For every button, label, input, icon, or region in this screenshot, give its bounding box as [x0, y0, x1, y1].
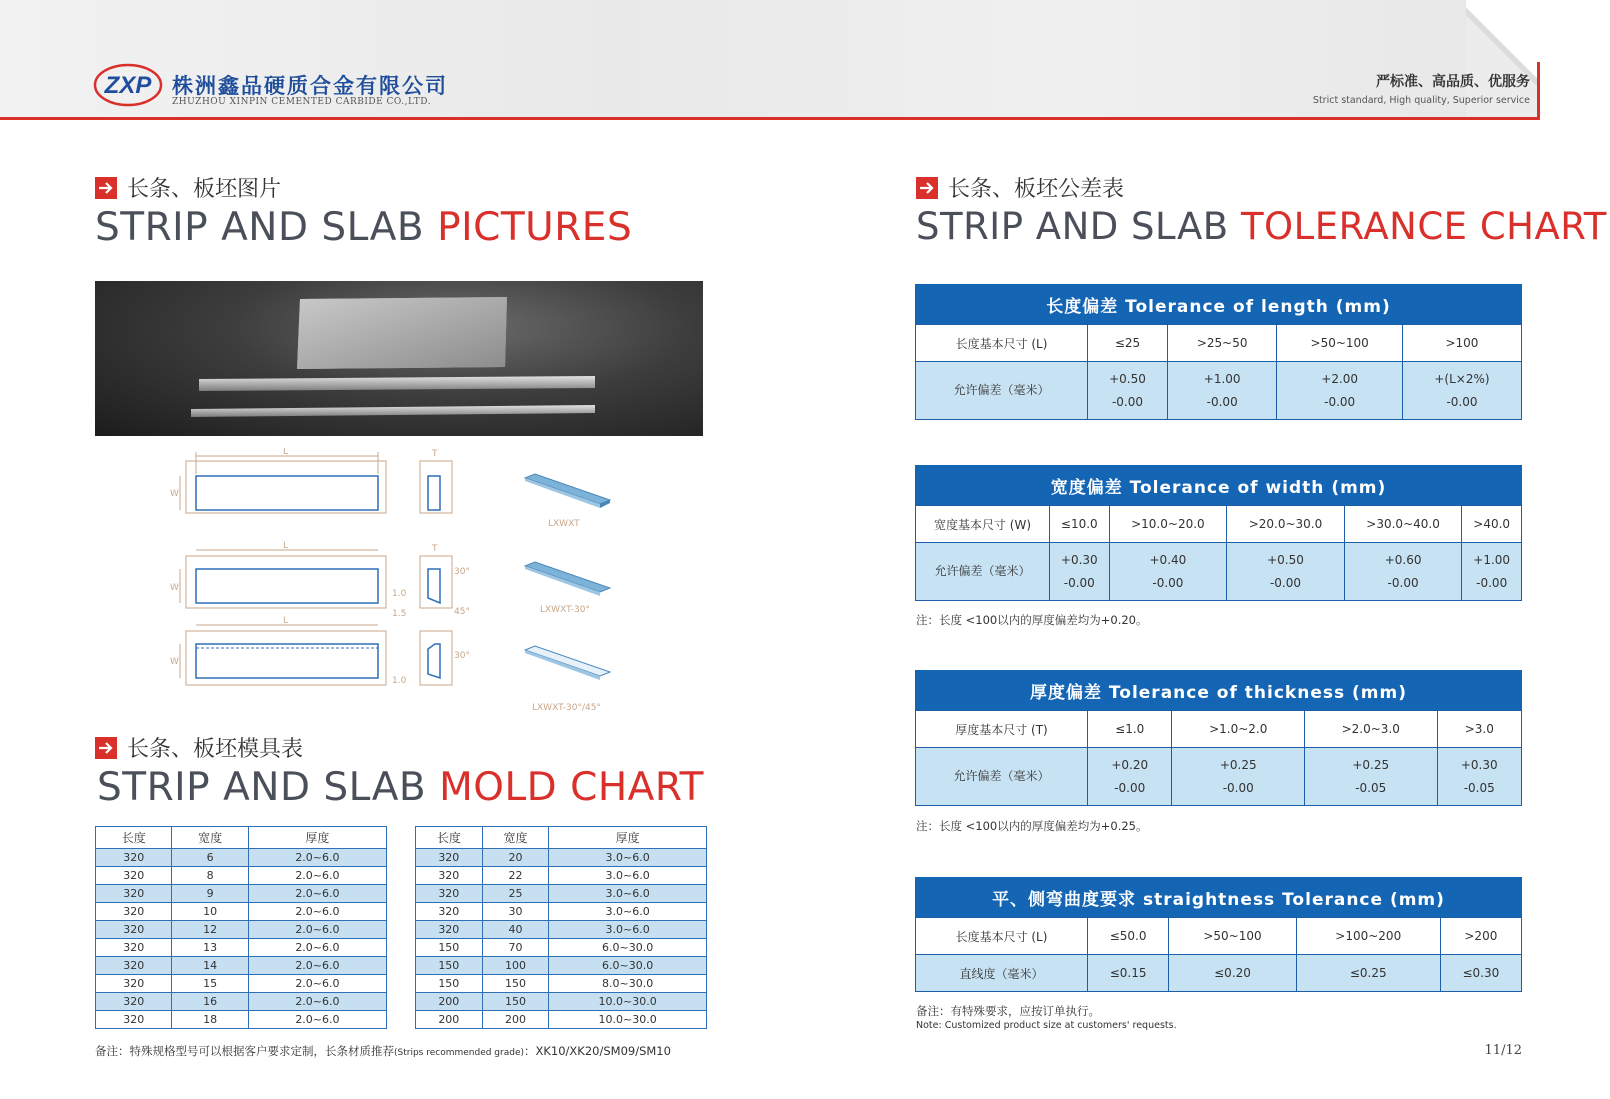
- dim-angle-45: 45°: [454, 607, 470, 617]
- table-cell: 320: [96, 867, 172, 885]
- col-length: 长度: [96, 827, 172, 849]
- table-cell: 8.0~30.0: [549, 975, 707, 993]
- straightness-note-en: Note: Customized product size at customers' requests.: [916, 1020, 1177, 1031]
- section-label: 长条、板坯模具表: [127, 737, 304, 762]
- slogan-en: Strict standard, High quality, Superior service: [1312, 95, 1530, 106]
- dim-W-2: W: [170, 583, 179, 593]
- table-row: [96, 939, 387, 957]
- table-cell: 6.0~30.0: [549, 957, 707, 975]
- table-cell: 320: [96, 1011, 172, 1029]
- table-row: [416, 975, 707, 993]
- table-cell: 320: [96, 921, 172, 939]
- caption-2: LXWXT-30°: [540, 605, 590, 615]
- arrow-icon: [916, 177, 938, 199]
- table-cell: 2.0~6.0: [248, 921, 386, 939]
- table-row: [416, 993, 707, 1011]
- table-cell: 2.0~6.0: [248, 885, 386, 903]
- table-cell: 150: [416, 957, 483, 975]
- dim-T-2: T: [432, 544, 438, 554]
- section-label: 长条、板坯图片: [127, 177, 282, 202]
- table-cell: 320: [416, 867, 483, 885]
- caption-1: LXWXT: [548, 519, 580, 529]
- table-cell: 320: [416, 921, 483, 939]
- table-cell: 2.0~6.0: [248, 957, 386, 975]
- dim-1-5: 1.5: [392, 609, 407, 619]
- table-cell: 6.0~30.0: [549, 939, 707, 957]
- table-row: [96, 903, 387, 921]
- table-row: [96, 975, 387, 993]
- table-cell: 320: [96, 903, 172, 921]
- table-cell: 2.0~6.0: [248, 1011, 386, 1029]
- table-cell: 100: [482, 957, 549, 975]
- col-thickness: 厚度: [248, 827, 386, 849]
- dim-L-2: L: [283, 541, 289, 551]
- table-cell: 3.0~6.0: [549, 849, 707, 867]
- table-cell: 8: [172, 867, 248, 885]
- section-title-pictures-cn: [95, 172, 281, 203]
- section-title-mold-cn: [95, 732, 303, 763]
- table-cell: 320: [416, 885, 483, 903]
- table-cell: 14: [172, 957, 248, 975]
- table-row: [416, 849, 707, 867]
- dim-W-3: W: [170, 657, 179, 667]
- table-cell: 3.0~6.0: [549, 921, 707, 939]
- col-thickness: 厚度: [549, 827, 707, 849]
- table-cell: 320: [96, 939, 172, 957]
- table-row: [416, 939, 707, 957]
- table-row: [416, 957, 707, 975]
- section-title-pictures-en: STRIP AND SLAB PICTURES: [95, 205, 633, 250]
- table-row: [416, 885, 707, 903]
- table-title: 平、侧弯曲度要求 straightness Tolerance (mm): [915, 877, 1522, 917]
- straightness-note-cn: 备注：有特殊要求，应按订单执行。: [916, 1004, 1100, 1018]
- table-cell: 320: [96, 993, 172, 1011]
- table-title: 宽度偏差 Tolerance of width (mm): [915, 465, 1522, 505]
- company-name-cn: 株洲鑫品硬质合金有限公司: [172, 74, 448, 98]
- table-row: [96, 921, 387, 939]
- tolerance-thickness-table: 厚度偏差 Tolerance of thickness (mm) 厚度基本尺寸 (T) ≤1.0 >1.0~2.0 >2.0~3.0 >3.0 允许偏差（毫米） +0.20 -0.00 +0.25 -0.00 +0.25 -0.05 +0.30 -0.05: [915, 670, 1522, 806]
- table-cell: 320: [416, 849, 483, 867]
- section-title-mold-en: STRIP AND SLAB MOLD CHART: [97, 765, 704, 810]
- mold-note: 备注：特殊规格型号可以根据客户要求定制，长条材质推荐(Strips recommended grade)：XK10/XK20/SM09/SM10: [95, 1044, 671, 1058]
- table-cell: 320: [96, 975, 172, 993]
- caption-3: LXWXT-30°/45°: [532, 703, 601, 713]
- table-cell: 70: [482, 939, 549, 957]
- dim-L-1: L: [283, 448, 289, 457]
- table-cell: 150: [482, 975, 549, 993]
- table-cell: 18: [172, 1011, 248, 1029]
- table-cell: 320: [96, 957, 172, 975]
- company-logo-icon: [93, 62, 163, 108]
- table-cell: 30: [482, 903, 549, 921]
- table-cell: 2.0~6.0: [248, 903, 386, 921]
- section-title-tolerance-cn: [916, 172, 1124, 203]
- table-cell: 6: [172, 849, 248, 867]
- table-row: [416, 867, 707, 885]
- table-cell: 22: [482, 867, 549, 885]
- thickness-note: 注：长度 <100以内的厚度偏差均为+0.25。: [916, 819, 1148, 833]
- table-cell: 2.0~6.0: [248, 975, 386, 993]
- header-divider-vertical: [1537, 62, 1540, 120]
- mold-table-right: [415, 826, 707, 1029]
- col-width: 宽度: [482, 827, 549, 849]
- table-cell: 10.0~30.0: [549, 1011, 707, 1029]
- table-cell: 200: [416, 1011, 483, 1029]
- table-cell: 20: [482, 849, 549, 867]
- table-cell: 9: [172, 885, 248, 903]
- section-label: 长条、板坯公差表: [948, 177, 1125, 202]
- table-row: [96, 867, 387, 885]
- table-cell: 150: [482, 993, 549, 1011]
- dim-T-1: T: [432, 449, 438, 459]
- table-cell: 320: [96, 885, 172, 903]
- table-cell: 320: [96, 849, 172, 867]
- table-cell: 200: [416, 993, 483, 1011]
- table-cell: 13: [172, 939, 248, 957]
- product-photo: [95, 281, 703, 436]
- section-title-tolerance-en: STRIP AND SLAB TOLERANCE CHART: [916, 205, 1607, 248]
- table-cell: 200: [482, 1011, 549, 1029]
- table-cell: 320: [416, 903, 483, 921]
- table-cell: 2.0~6.0: [248, 867, 386, 885]
- table-row: [96, 957, 387, 975]
- table-row: [96, 849, 387, 867]
- table-row: [96, 993, 387, 1011]
- company-name-en: ZHUZHOU XINPIN CEMENTED CARBIDE CO.,LTD.: [172, 97, 432, 107]
- dim-angle-30-a: 30°: [454, 567, 470, 577]
- table-cell: 16: [172, 993, 248, 1011]
- table-cell: 25: [482, 885, 549, 903]
- table-cell: 2.0~6.0: [248, 849, 386, 867]
- table-row: [416, 903, 707, 921]
- header-divider: [0, 117, 1540, 120]
- dim-angle-30-b: 30°: [454, 651, 470, 661]
- dim-1-0-b: 1.0: [392, 676, 407, 686]
- table-row: [416, 921, 707, 939]
- table-cell: 2.0~6.0: [248, 939, 386, 957]
- dim-W-1: W: [170, 489, 179, 499]
- table-title: 厚度偏差 Tolerance of thickness (mm): [915, 670, 1522, 710]
- logo-text: ZXP: [104, 72, 152, 99]
- dim-1-0-a: 1.0: [392, 589, 407, 599]
- table-cell: 15: [172, 975, 248, 993]
- arrow-icon: [95, 177, 117, 199]
- table-cell: 10: [172, 903, 248, 921]
- col-length: 长度: [416, 827, 483, 849]
- tolerance-length-table: 长度偏差 Tolerance of length (mm) 长度基本尺寸 (L) ≤25 >25~50 >50~100 >100 允许偏差（毫米） +0.50 -0.00 +1.00 -0.00 +2.00 -0.00 +(L×2%) -0.00: [915, 284, 1522, 420]
- table-cell: 150: [416, 975, 483, 993]
- table-cell: 12: [172, 921, 248, 939]
- table-cell: 3.0~6.0: [549, 885, 707, 903]
- table-cell: 2.0~6.0: [248, 993, 386, 1011]
- arrow-icon: [95, 737, 117, 759]
- table-row: [96, 885, 387, 903]
- table-row: [416, 1011, 707, 1029]
- technical-drawing: [170, 448, 640, 718]
- col-width: 宽度: [172, 827, 248, 849]
- width-note: 注：长度 <100以内的厚度偏差均为+0.20。: [916, 613, 1148, 627]
- table-cell: 10.0~30.0: [549, 993, 707, 1011]
- table-cell: 3.0~6.0: [549, 867, 707, 885]
- tolerance-width-table: 宽度偏差 Tolerance of width (mm) 宽度基本尺寸 (W) ≤10.0 >10.0~20.0 >20.0~30.0 >30.0~40.0 >40.0 允许偏差（毫米） +0.30 -0.00 +0.40 -0.00 +0.50 -0.00 +0.60 -0.00 +1.00 -0.00: [915, 465, 1522, 601]
- table-title: 长度偏差 Tolerance of length (mm): [915, 284, 1522, 324]
- mold-table-left: [95, 826, 387, 1029]
- page-number: 11/12: [1484, 1043, 1522, 1058]
- table-cell: 3.0~6.0: [549, 903, 707, 921]
- dim-L-3: L: [283, 616, 289, 626]
- table-row: [96, 1011, 387, 1029]
- table-cell: 150: [416, 939, 483, 957]
- tolerance-straightness-table: 平、侧弯曲度要求 straightness Tolerance (mm) 长度基本尺寸 (L) ≤50.0 >50~100 >100~200 >200 直线度（毫米） ≤0.15 ≤0.20 ≤0.25 ≤0.30: [915, 877, 1522, 992]
- slogan-cn: 严标准、高品质、优服务: [1376, 74, 1530, 90]
- table-cell: 40: [482, 921, 549, 939]
